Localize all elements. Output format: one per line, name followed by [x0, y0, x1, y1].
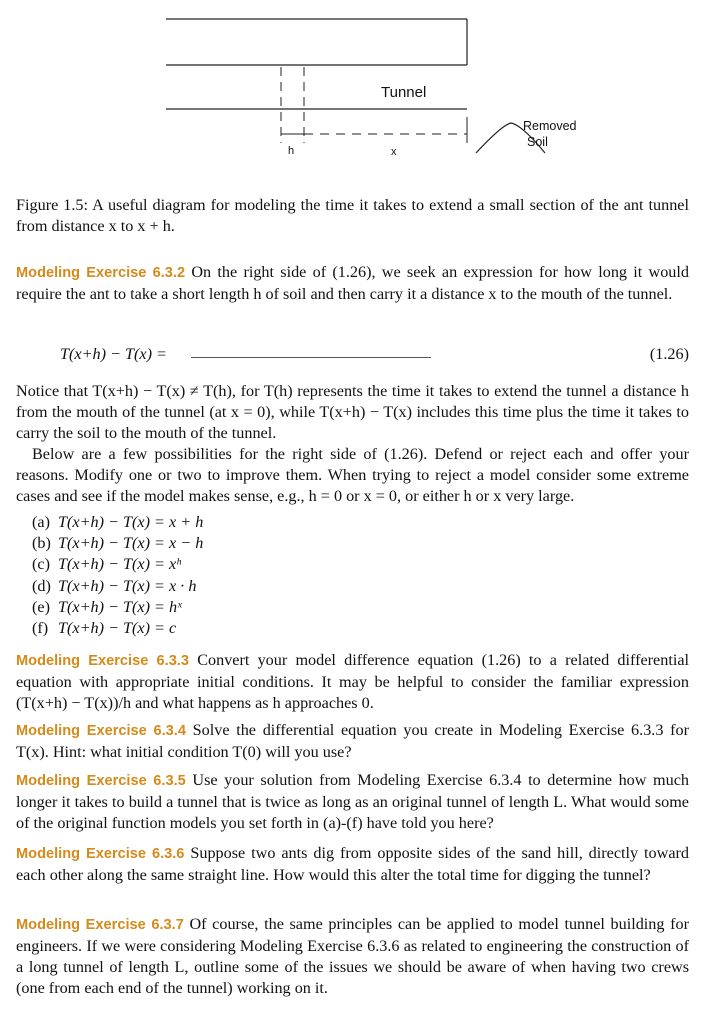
notice-paragraph	[16, 381, 689, 507]
below-text: Below are a few possibilities for the right side of (1.26). Defend or reject each and offer your reasons. Modify one or two to improve them. When trying to reject a model consider some extreme cases and see if the model makes sense, e.g., h = 0 or x = 0, or either h or x very large.	[16, 445, 689, 505]
option-label: (e)	[32, 597, 50, 616]
removed-label: Removed	[523, 119, 577, 133]
list-item	[32, 512, 203, 533]
option-label: (c)	[32, 555, 50, 574]
list-item	[32, 533, 203, 554]
list-item	[32, 618, 203, 639]
list-item	[32, 597, 203, 618]
exercise-text: Suppose two ants dig from opposite sides of the sand hill, directly toward each other along the same straight line. How would this alter the total time for digging the tunnel?	[16, 844, 690, 884]
exercise-title: Modeling Exercise 6.3.2	[16, 265, 186, 281]
exercise-6-3-7	[16, 914, 689, 999]
exercise-title: Modeling Exercise 6.3.6	[16, 846, 185, 862]
exercise-6-3-5	[16, 770, 689, 834]
exercise-text: On the right side of (1.26), we seek an expression for how long it would require the ant to take a short length h of soil and then carry it a distance x to the mouth of the tunnel.	[16, 263, 689, 303]
exercise-text: Use your solution from Modeling Exercise 6.3.4 to determine how much longer it takes to build a tunnel that is twice as long as an original tunnel of length L. What would some of the original function models you set forth in (a)-(f) have told you here?	[16, 771, 690, 832]
list-item	[32, 576, 203, 597]
equation-lhs: T(x+h) − T(x) =	[60, 345, 167, 363]
tunnel-diagram	[0, 0, 721, 190]
x-label: x	[391, 146, 397, 158]
answer-blank-line[interactable]	[191, 357, 431, 358]
figure-caption	[16, 195, 689, 237]
tunnel-label: Tunnel	[381, 84, 427, 101]
exercise-text: Of course, the same principles can be applied to model tunnel building for engineers. If we were considering Modeling Exercise 6.3.6 as related to engineering the construction of a long tunnel of length L, outline some of the issues we should be aware of when having two crews (one from each end of the tunnel) working on it.	[16, 915, 689, 997]
option-expression: T(x+h) − T(x) = hˣ	[58, 597, 182, 616]
equation-number: (1.26)	[649, 345, 689, 363]
exercise-title: Modeling Exercise 6.3.4	[16, 723, 186, 739]
exercise-6-3-2	[16, 262, 689, 305]
exercise-6-3-4	[16, 720, 689, 763]
soil-label: Soil	[527, 135, 548, 149]
option-expression: T(x+h) − T(x) = x + h	[58, 513, 204, 531]
notice-text: Notice that T(x+h) − T(x) ≠ T(h), for T(h) represents the time it takes to extend the tunnel a distance h from the mouth of the tunnel (at x = 0), while T(x+h) − T(x) includes this time plus the time it takes to carry the soil to the mouth of the tunnel.	[16, 382, 689, 442]
list-item	[32, 554, 203, 575]
model-options-list	[32, 512, 203, 639]
option-expression: T(x+h) − T(x) = c	[58, 619, 177, 638]
option-label: (b)	[32, 534, 51, 553]
exercise-6-3-3	[16, 650, 689, 714]
equation-1-26	[60, 345, 689, 367]
exercise-title: Modeling Exercise 6.3.5	[16, 773, 186, 789]
option-expression: T(x+h) − T(x) = xʰ	[58, 555, 181, 574]
exercise-text: Convert your model difference equation (1.26) to a related differential equation with appropriate initial conditions. It may be helpful to consider the familiar expression (T(x+h) − T(x))/h and what happens as h approaches 0.	[16, 651, 689, 712]
exercise-title: Modeling Exercise 6.3.7	[16, 917, 184, 933]
h-label: h	[288, 145, 295, 157]
exercise-text: Solve the differential equation you create in Modeling Exercise 6.3.3 for T(x). Hint: what initial condition T(0) will you use?	[16, 721, 689, 761]
exercise-title: Modeling Exercise 6.3.3	[16, 653, 189, 669]
figure-caption-text: Figure 1.5: A useful diagram for modeling the time it takes to extend a small section of the ant tunnel from distance x to x + h.	[16, 196, 689, 235]
option-expression: T(x+h) − T(x) = x · h	[58, 576, 197, 595]
exercise-6-3-6	[16, 843, 689, 886]
option-label: (f)	[32, 619, 49, 638]
option-label: (a)	[32, 513, 50, 531]
option-expression: T(x+h) − T(x) = x − h	[58, 534, 204, 553]
option-label: (d)	[32, 576, 51, 595]
